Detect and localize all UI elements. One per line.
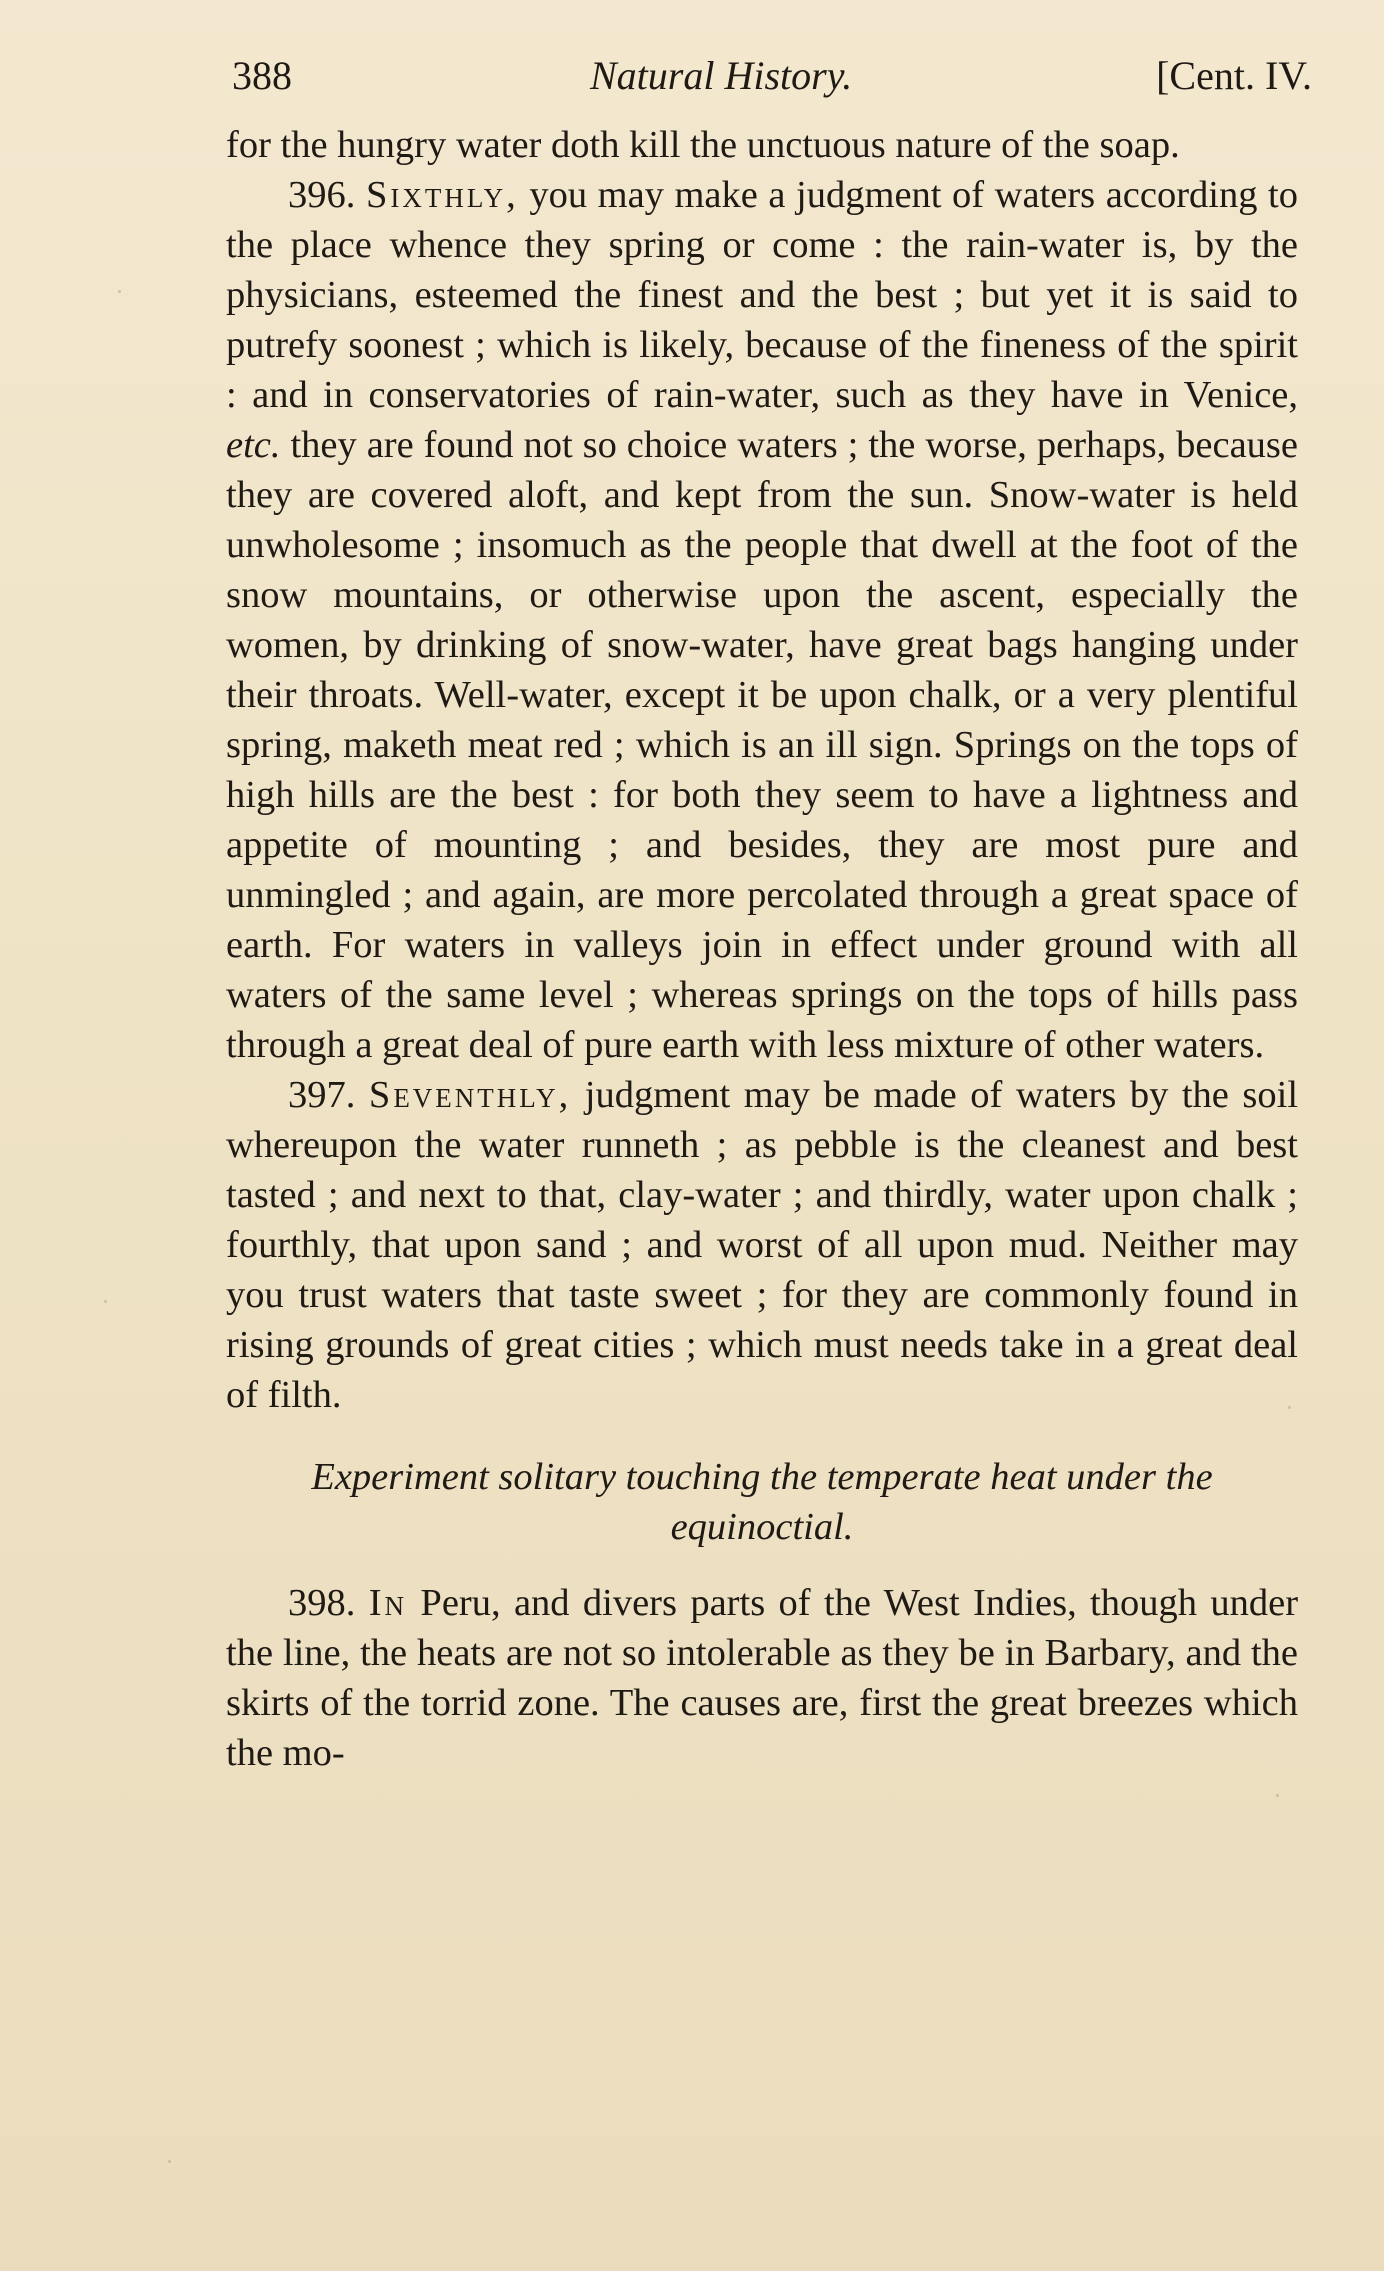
paragraph-lead-word: In [368,1582,408,1624]
body-text [226,120,1298,1778]
italic-abbreviation: etc. [226,424,281,466]
paragraph-number: 396. [288,174,356,216]
running-header [232,48,1312,104]
paragraph-number: 397. [288,1074,356,1116]
paragraph-lead-word: Sixthly, [365,174,519,216]
paragraph-397 [226,1070,1298,1420]
paragraph-396 [226,170,1298,1070]
paragraph-text: judgment may be made of waters by the soil whereupon the water runneth ; as pebble is the cleanest and best tasted ; and next to that, clay-water ; and thirdly, water upon chalk ; fourthly, that upon sand ; and worst of all upon mud. Neither may you trust waters that taste sweet ; for they are commonly found in rising grounds of great cities ; which must needs take in a great deal of filth. [226,1074,1299,1416]
paragraph-text: they are found not so choice waters ; the worse, perhaps, because they are covered aloft, and kept from the sun. Snow-water is held unwholesome ; insomuch as the people that dwell at the foot of the snow mountains, or otherwise upon the ascent, especially the women, by drinking of snow-water, have great bags hanging under their throats. Well-water, except it be upon chalk, or a very plentiful spring, maketh meat red ; which is an ill sign. Springs on the tops of high hills are the best : for both they seem to have a lightness and appetite of mounting ; and besides, they are most pure and unmingled ; and again, are more percolated through a great space of earth. For waters in valleys join in effect under ground with all waters of the same level ; whereas springs on the tops of hills pass through a great deal of pure earth with less mixture of other waters. [226,424,1299,1066]
page-number: 388 [232,53,292,98]
section-marker: [Cent. IV. [1156,53,1312,98]
paragraph-continuation [226,120,1298,170]
paragraph-398 [226,1578,1298,1778]
paragraph-text: you may make a judgment of waters according to the place whence they spring or come : the rain-water is, by the physicians, esteemed the finest and the best ; but yet it is said to putrefy soonest ; which is likely, because of the fineness of the spirit : and in conservatories of rain-water, such as they have in Venice, [226,174,1299,416]
running-title: Natural History. [590,53,853,98]
paragraph-lead-word: Seventhly, [368,1074,572,1116]
paragraph-text: for the hungry water doth kill the unctuous nature of the soap. [226,124,1180,166]
section-heading: Experiment solitary touching the temperate heat under the equinoctial. [311,1456,1213,1548]
paragraph-text: Peru, and divers parts of the West Indies, though under the line, the heats are not so intolerable as they be in Barbary, and the skirts of the torrid zone. The causes are, first the great breezes which the mo- [226,1582,1299,1774]
paragraph-number: 398. [288,1582,356,1624]
